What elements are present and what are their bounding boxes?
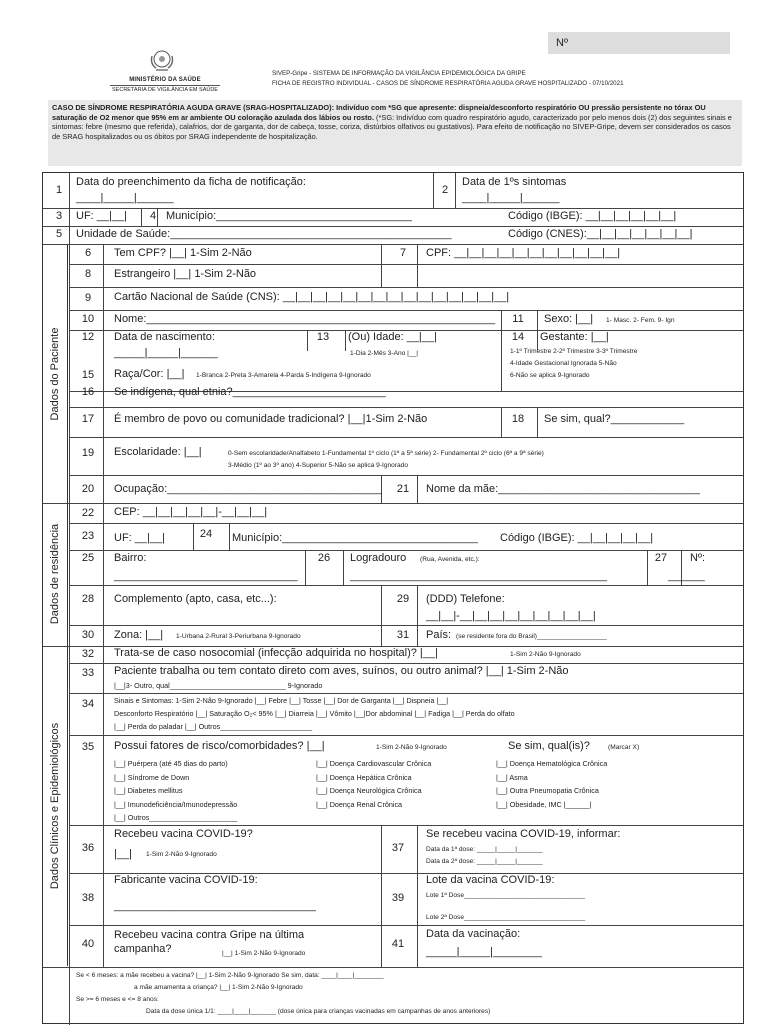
field-number-12: 12 xyxy=(81,331,95,343)
comorbidities-col-1[interactable]: |__| Puérpera (até 45 dias do parto) |__| Síndrome de Down |__| Diabetes mellitus |__| Imunodeficiência/Imunodepressão |__| Outros______________________ xyxy=(114,759,238,822)
case-definition-title: CASO DE SÍNDROME RESPIRATÓRIA AGUDA GRAVE (SRAG-HOSPITALIZADO): Indivíduo com *SG que apresente: dispneia/desconforto respiratório OU pressão persistente no tórax OU saturação de O2 menor que 95% em ar ambiente OU coloração azulada dos lábios ou rosto. xyxy=(52,103,706,122)
nosocomial-options: 1-Sim 2-Não 9-Ignorado xyxy=(510,651,581,658)
house-number-label: Nº: xyxy=(690,552,706,564)
field-number-19: 19 xyxy=(81,447,95,459)
house-number-input[interactable]: ______ xyxy=(668,570,705,582)
occupation-field[interactable]: Ocupação:___________________________________ xyxy=(114,483,382,495)
health-unit-field[interactable]: Unidade de Saúde:______________________________________________ xyxy=(76,228,452,240)
risk-factors-which: Se sim, qual(is)? xyxy=(508,740,590,752)
field-number-7: 7 xyxy=(399,247,407,259)
section-clinical-label: Dados Clínicos e Epidemiológicos xyxy=(48,722,61,889)
comorbidities-col-3[interactable]: |__| Doença Hematológica Crônica |__| Asma |__| Outra Pneumopatia Crônica |__| Obesidade, IMC |______| xyxy=(496,759,608,809)
pregnant-options-3: 6-Não se aplica 9-Ignorado xyxy=(510,372,590,379)
has-cpf-field[interactable]: Tem CPF? |__| 1-Sim 2-Não xyxy=(114,247,252,259)
vaccine-lot-label: Lote da vacina COVID-19: xyxy=(426,874,555,886)
field-number-27: 27 xyxy=(654,552,668,564)
street-input[interactable]: __________________________________________ xyxy=(350,570,607,582)
vaccination-date-input[interactable]: _____|_____|________ xyxy=(426,946,542,958)
risk-factors-mark: (Marcar X) xyxy=(608,744,640,751)
foreigner-field[interactable]: Estrangeiro |__| 1-Sim 2-Não xyxy=(114,268,257,280)
vaccination-date-label: Data da vacinação: xyxy=(426,928,521,940)
uf-field[interactable]: UF: __|__| xyxy=(76,210,127,222)
field-number-3: 3 xyxy=(55,210,63,222)
section-residence-label: Dados de residência xyxy=(48,523,61,624)
street-hint: (Rua, Avenida, etc.): xyxy=(420,556,480,563)
zone-field[interactable]: Zona: |__| xyxy=(114,629,164,641)
field-number-26: 26 xyxy=(317,552,331,564)
field-number-33: 33 xyxy=(81,667,95,679)
under-6-months-line[interactable]: Se < 6 meses: a mãe recebeu a vacina? |__| 1-Sim 2-Não 9-Ignorado Se sim, data: ____|____|________ xyxy=(76,972,384,979)
country-field[interactable]: (se residente fora do Brasil)___________________ xyxy=(456,633,607,640)
country-label: País: xyxy=(426,629,452,641)
section-patient-label: Dados do Paciente xyxy=(48,327,61,420)
first-symptoms-input[interactable]: ____|_____|______ xyxy=(462,192,560,204)
birth-date-input[interactable]: _____|_____|______ xyxy=(114,347,218,359)
residence-uf-field[interactable]: UF: __|__| xyxy=(114,532,165,544)
case-definition-text: (*SG: Indivíduo com quadro respiratório agudo, caracterizado por pelo menos dois (2) dos seguintes sinais e sintomas: febre (mesmo que referida), calafrios, dor de garganta, dor de cabeça, tosse, coriza, distúrbios olfativos ou gustativos). Para efeito de notificação no SIVEP-Gripe, devem ser considerados os casos de SRAG hospitalizados ou os óbitos por SRAG independente de hospitalização. xyxy=(52,112,732,141)
sex-options: 1- Masc. 2- Fem. 9- Ign xyxy=(606,317,675,324)
vaccine-manufacturer-label: Fabricante vacina COVID-19: xyxy=(114,874,258,886)
section-clinical xyxy=(42,645,68,966)
field-number-11: 11 xyxy=(512,313,524,325)
field-number-1: 1 xyxy=(55,184,63,196)
ibge-code-field[interactable]: Código (IBGE): __|__|__|__|__|__| xyxy=(508,210,677,222)
field-number-24: 24 xyxy=(199,528,213,540)
neighborhood-label: Bairro: xyxy=(114,552,147,564)
section-residence xyxy=(42,502,68,645)
flu-vaccine-options[interactable]: |__| 1-Sim 2-Não 9-Ignorado xyxy=(222,950,306,957)
field-number-29: 29 xyxy=(396,593,410,605)
complement-field[interactable]: Complemento (apto, casa, etc...): xyxy=(114,593,277,605)
first-symptoms-label: Data de 1ºs sintomas xyxy=(462,176,567,188)
field-number-20: 20 xyxy=(81,483,95,495)
risk-factors-options: 1-Sim 2-Não 9-Ignorado xyxy=(376,744,447,751)
birth-date-label: Data de nascimento: xyxy=(114,331,215,343)
field-number-9: 9 xyxy=(84,292,92,304)
form-title: FICHA DE REGISTRO INDIVIDUAL - CASOS DE SÍNDROME RESPIRATÓRIA AGUDA GRAVE HOSPITALIZADO - 07/10/2021 xyxy=(272,80,624,87)
cnes-code-field[interactable]: Código (CNES):__|__|__|__|__|__|__| xyxy=(508,228,693,240)
traditional-community-which[interactable]: Se sim, qual?____________ xyxy=(544,413,685,425)
cep-field[interactable]: CEP: __|__|__|__|__|-__|__|__| xyxy=(114,506,268,518)
notification-date-input[interactable]: ____|_____|______ xyxy=(76,192,174,204)
residence-ibge-field[interactable]: Código (IBGE): __|__|__|__|__| xyxy=(500,532,654,544)
education-field[interactable]: Escolaridade: |__| xyxy=(114,446,202,458)
age-unit-options: 1-Dia 2-Mês 3-Ano |__| xyxy=(350,350,418,357)
sex-field[interactable]: Sexo: |__| xyxy=(544,313,594,325)
flu-vaccine-label: Recebeu vacina contra Gripe na última campanha? xyxy=(114,929,305,955)
comorbidities-col-2[interactable]: |__| Doença Cardiovascular Crônica |__| Doença Hepática Crônica |__| Doença Neurológica Crônica |__| Doença Renal Crônica xyxy=(316,759,432,809)
field-number-23: 23 xyxy=(81,530,95,542)
education-options-1: 0-Sem escolaridade/Analfabeto 1-Fundamental 1º ciclo (1ª a 5ª série) 2- Fundamental 2º ciclo (6ª a 9ª série) xyxy=(228,450,544,457)
covid-vaccine-label: Recebeu vacina COVID-19? xyxy=(114,828,253,840)
field-number-4: 4 xyxy=(149,210,157,222)
age-6m-8y-line: Se >= 6 meses e <= 8 anos: xyxy=(76,996,159,1003)
covid-vaccine-input[interactable]: |__| xyxy=(114,848,132,860)
covid-dose-2-date[interactable]: Data da 2ª dose: _____|_____|_______ xyxy=(426,858,543,865)
symptoms-line-3[interactable]: |__| Perda do paladar |__| Outros_______________________ xyxy=(114,722,313,731)
covid-vaccine-options: 1-Sim 2-Não 9-Ignorado xyxy=(146,851,217,858)
field-number-10: 10 xyxy=(81,313,95,325)
field-number-31: 31 xyxy=(396,629,410,641)
field-number-15: 15 xyxy=(81,369,95,381)
system-title: SIVEP-Gripe - SISTEMA DE INFORMAÇÃO DA VIGILÂNCIA EPIDEMIOLÓGICA DA GRIPE xyxy=(272,70,526,77)
field-number-35: 35 xyxy=(81,741,95,753)
field-number-41: 41 xyxy=(391,938,405,950)
field-number-34: 34 xyxy=(81,698,95,710)
single-dose-line[interactable]: Data da dose única 1/1: ____|____|_______ (dose única para crianças vacinadas em campanhas de anos anteriores) xyxy=(146,1008,491,1015)
field-number-8: 8 xyxy=(84,268,92,280)
ethnicity-field[interactable]: Se indígena, qual etnia?_________________________ xyxy=(114,386,386,398)
pregnant-options-2: 4-Idade Gestacional Ignorada 5-Não xyxy=(510,360,617,367)
animal-contact-field[interactable]: Paciente trabalha ou tem contato direto com aves, suínos, ou outro animal? |__| 1-Sim 2-Não xyxy=(114,665,569,677)
field-number-25: 25 xyxy=(81,552,95,564)
residence-municipality-field[interactable]: Município:________________________________ xyxy=(232,532,478,544)
field-number-13: 13 xyxy=(316,331,330,343)
field-number-36: 36 xyxy=(81,842,95,854)
field-number-5: 5 xyxy=(55,228,63,240)
section-patient xyxy=(42,244,68,503)
phone-label: (DDD) Telefone: xyxy=(426,593,505,605)
pregnant-options-1: 1-1º Trimestre 2-2º Trimestre 3-3º Trimestre xyxy=(510,348,638,355)
symptoms-line-2[interactable]: Desconforto Respiratório |__| Saturação O₂< 95% |__| Diarreia |__| Vômito |__|Dor abdominal |__| Fadiga |__| Perda do olfato xyxy=(114,709,515,718)
secretariat-name: SECRETARIA DE VIGILÂNCIA EM SAÚDE xyxy=(110,85,220,93)
pregnant-field[interactable]: Gestante: |__| xyxy=(540,331,609,343)
field-number-32: 32 xyxy=(81,648,95,660)
notification-date-label: Data do preenchimento da ficha de notificação: xyxy=(76,176,306,188)
ministry-name: MINISTÉRIO DA SAÚDE xyxy=(129,77,201,83)
zone-options: 1-Urbana 2-Rural 3-Periurbana 9-Ignorado xyxy=(176,633,301,640)
field-number-40: 40 xyxy=(81,938,95,950)
education-options-2: 3-Médio (1º ao 3º ano) 4-Superior 5-Não se aplica 9-Ignorado xyxy=(228,462,409,469)
field-number-28: 28 xyxy=(81,593,95,605)
cns-field[interactable]: Cartão Nacional de Saúde (CNS): __|__|__|__|__|__|__|__|__|__|__|__|__|__|__| xyxy=(114,291,510,303)
covid-dose-1-date[interactable]: Data da 1ª dose: _____|_____|_______ xyxy=(426,846,543,853)
age-field[interactable]: (Ou) Idade: __|__| xyxy=(348,331,437,343)
vaccine-lot-2[interactable]: Lote 2ª Dose_________________________________ xyxy=(426,914,586,921)
field-number-30: 30 xyxy=(81,629,95,641)
neighborhood-input[interactable]: ______________________________ xyxy=(114,570,298,582)
field-number-37: 37 xyxy=(391,842,405,854)
field-number-18: 18 xyxy=(511,413,525,425)
field-number-38: 38 xyxy=(81,892,95,904)
form-number-field[interactable]: Nº xyxy=(548,32,730,54)
race-field[interactable]: Raça/Cor: |__| xyxy=(114,368,185,380)
covid-doses-label: Se recebeu vacina COVID-19, informar: xyxy=(426,828,621,840)
field-number-21: 21 xyxy=(396,483,410,495)
field-number-2: 2 xyxy=(441,184,449,196)
coat-of-arms-icon xyxy=(148,48,176,74)
field-number-17: 17 xyxy=(81,413,95,425)
vaccine-manufacturer-input[interactable]: _________________________________ xyxy=(114,900,316,912)
name-field[interactable]: Nome:_________________________________________________________ xyxy=(114,313,496,325)
street-label: Logradouro xyxy=(350,552,407,564)
field-number-22: 22 xyxy=(81,507,95,519)
nosocomial-field[interactable]: Trata-se de caso nosocomial (infecção adquirida no hospital)? |__| xyxy=(114,647,438,659)
breastfeeding-line[interactable]: a mãe amamenta a criança? |__| 1-Sim 2-Não 9-Ignorado xyxy=(134,984,303,991)
animal-contact-other[interactable]: |__|3- Outro, qual_____________________________ 9-Ignorado xyxy=(114,681,323,690)
traditional-community-field[interactable]: É membro de povo ou comunidade tradicional? |__|1-Sim 2-Não xyxy=(114,413,428,425)
field-number-16: 16 xyxy=(81,386,95,398)
field-number-39: 39 xyxy=(391,892,405,904)
field-number-14: 14 xyxy=(511,331,525,343)
cpf-field[interactable]: CPF: __|__|__|__|__|__|__|__|__|__|__| xyxy=(426,247,621,259)
symptoms-line-1[interactable]: Sinais e Sintomas: 1-Sim 2-Não 9-Ignorado |__| Febre |__| Tosse |__| Dor de Garganta |__| Dispneia |__| xyxy=(114,696,449,705)
case-definition xyxy=(48,100,742,166)
risk-factors-field[interactable]: Possui fatores de risco/comorbidades? |__| xyxy=(114,740,325,752)
mother-name-field[interactable]: Nome da mãe:_________________________________ xyxy=(426,483,701,495)
race-options: 1-Branca 2-Preta 3-Amarela 4-Parda 5-Indígena 9-Ignorado xyxy=(196,372,371,379)
phone-input[interactable]: __|__|-__|__|__|__|__|__|__|__|__| xyxy=(426,610,596,622)
field-number-6: 6 xyxy=(84,247,92,259)
vaccine-lot-1[interactable]: Lote 1ª Dose_________________________________ xyxy=(426,892,586,899)
municipality-field[interactable]: Município:________________________________ xyxy=(166,210,412,222)
